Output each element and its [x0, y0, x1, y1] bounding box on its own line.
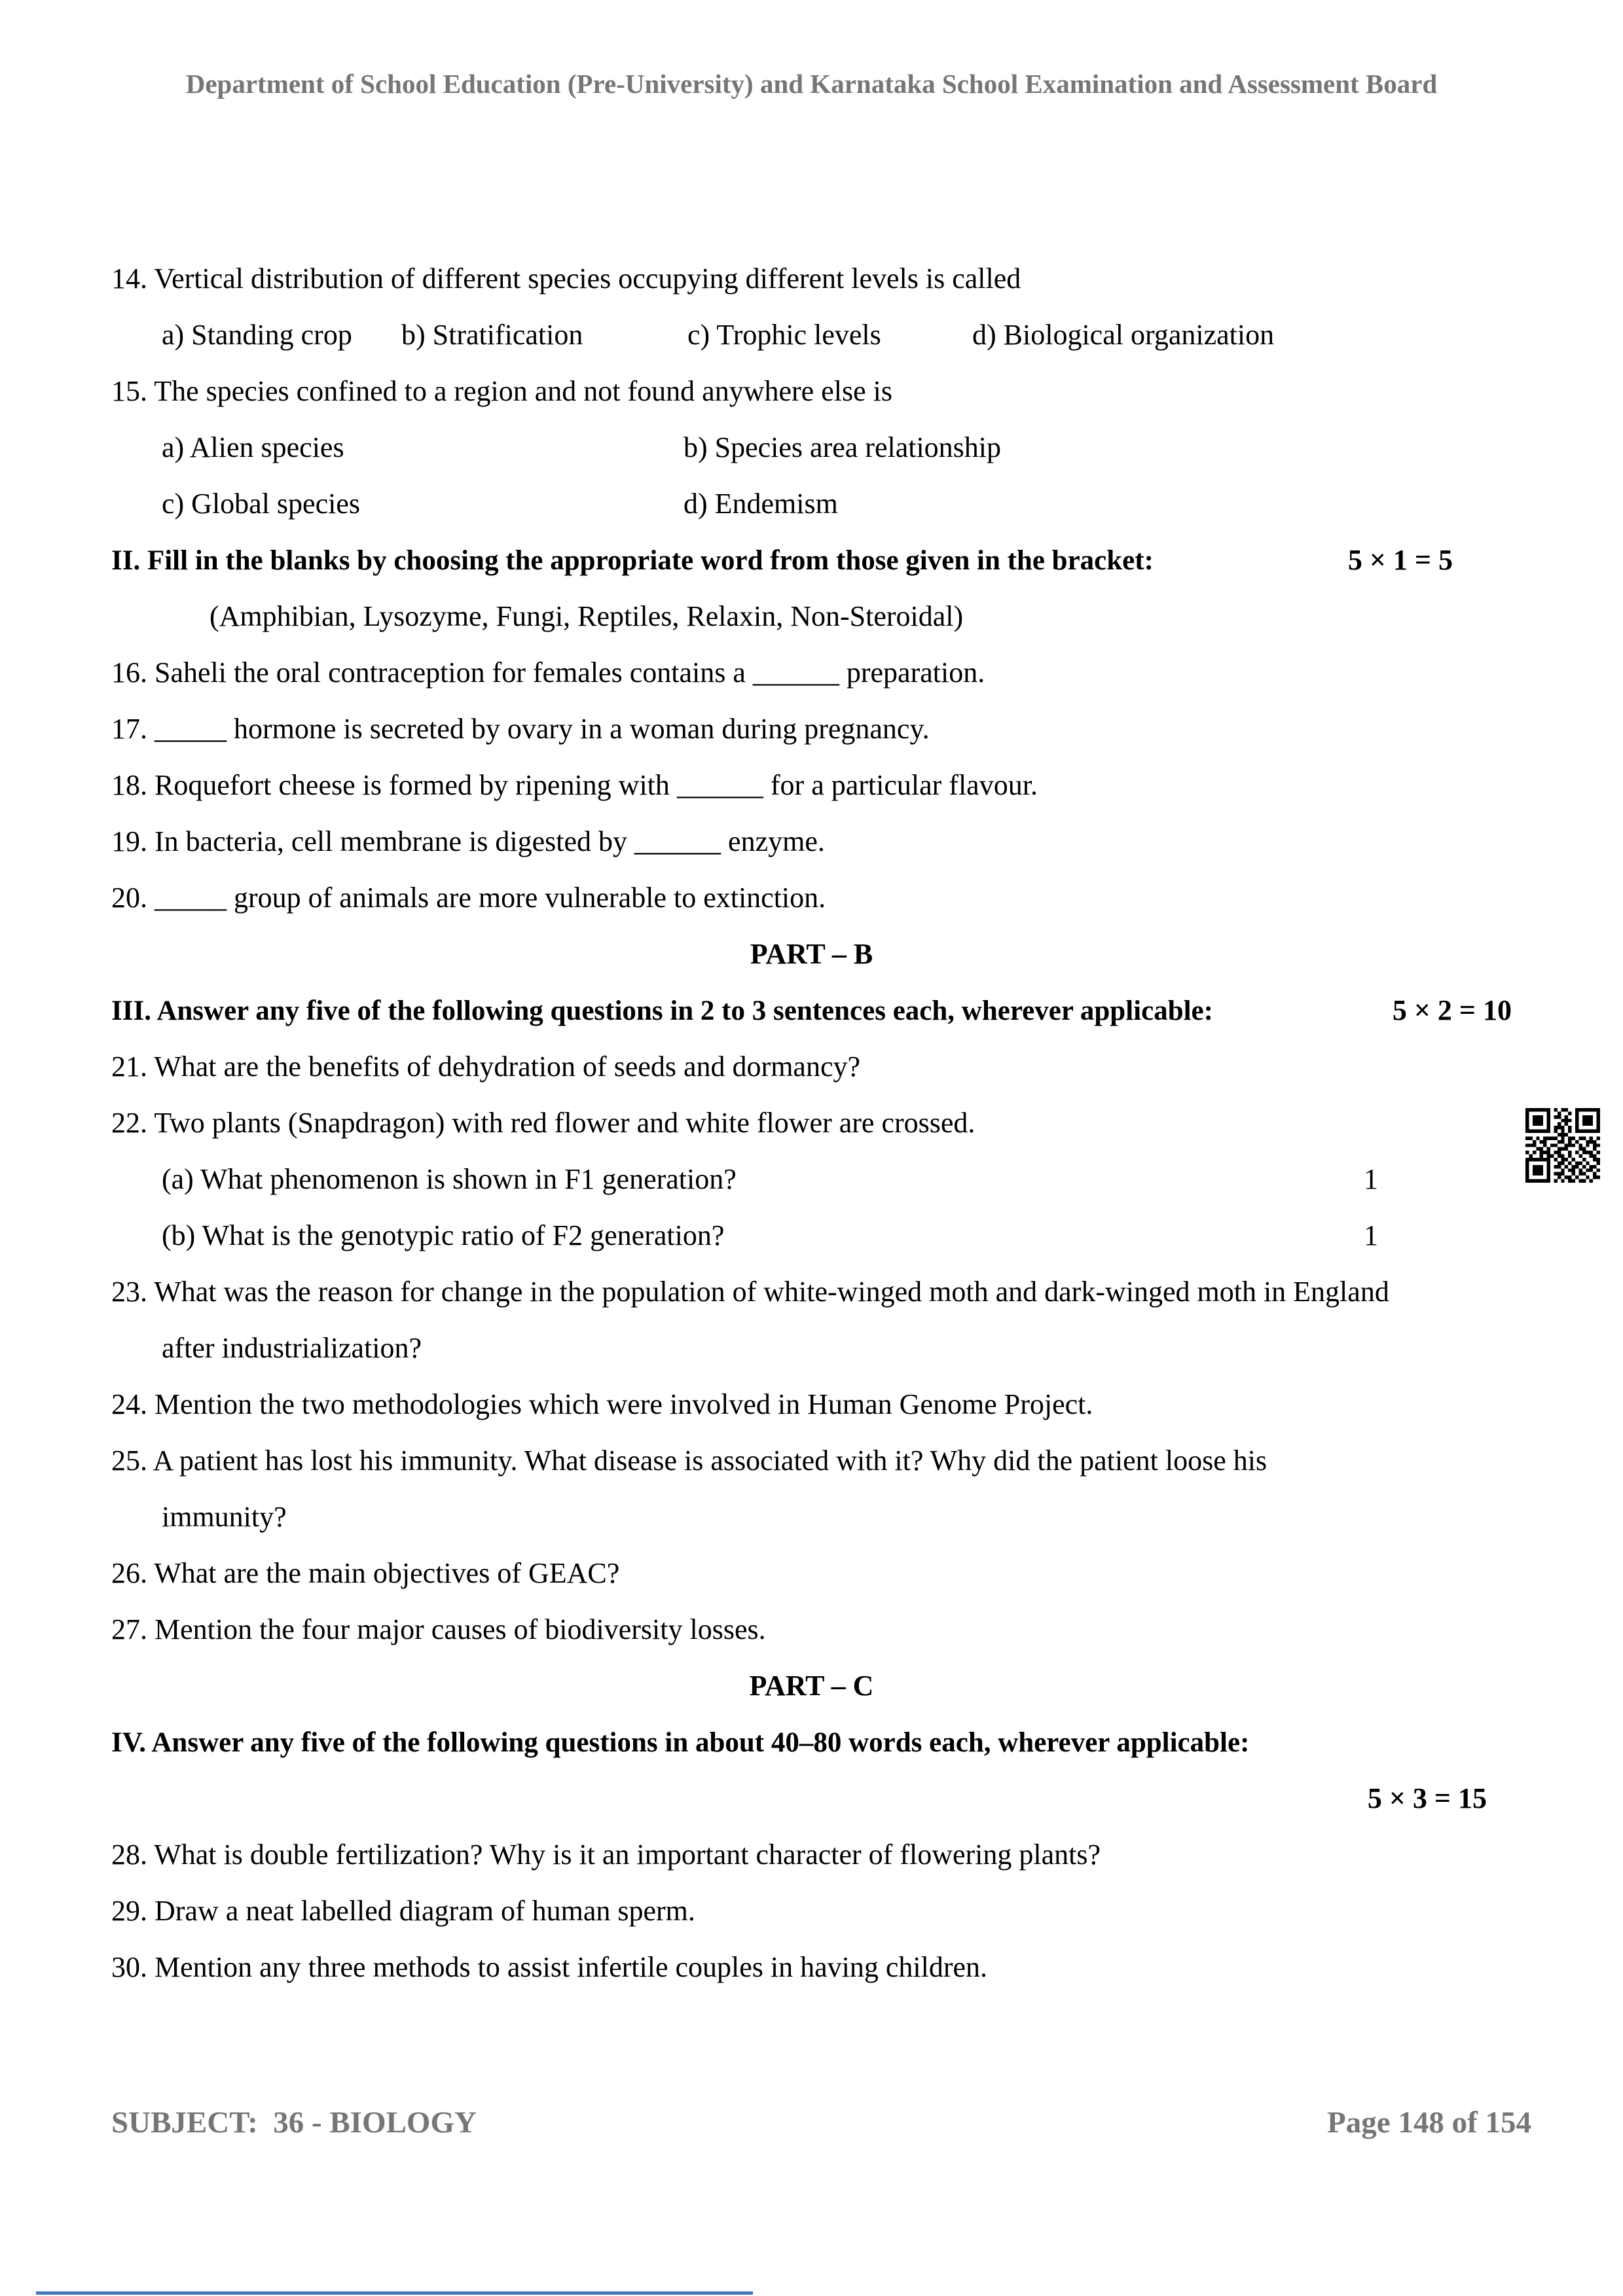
footer-page-number: Page 148 of 154 — [1327, 2106, 1531, 2140]
section-2-heading: II. Fill in the blanks by choosing the appropriate word from those given in the bracket: — [111, 545, 1154, 576]
section-4-heading-line — [111, 1725, 1512, 1760]
question-19: 19. In bacteria, cell membrane is digested by ______ enzyme. — [111, 825, 825, 857]
question-17: 17. _____ hormone is secreted by ovary in a woman during pregnancy. — [111, 713, 930, 745]
q22b-text: (b) What is the genotypic ratio of F2 generation? — [162, 1219, 725, 1251]
q22a-marks: 1 — [1364, 1163, 1378, 1195]
word-bank: (Amphibian, Lysozyme, Fungi, Reptiles, Relaxin, Non-Steroidal) — [210, 600, 964, 632]
question-24: 24. Mention the two methodologies which were involved in Human Genome Project. — [111, 1388, 1093, 1420]
section-4-marks: 5 × 3 = 15 — [1367, 1782, 1487, 1814]
question-27: 27. Mention the four major causes of biodiversity losses. — [111, 1613, 766, 1645]
footer-subject: SUBJECT: 36 - BIOLOGY — [111, 2106, 477, 2140]
q14-option-a: a) Standing crop — [162, 319, 352, 351]
question-15: 15. The species confined to a region and not found anywhere else is — [111, 375, 892, 407]
section-3-heading: III. Answer any five of the following questions in 2 to 3 sentences each, wherever applicable: — [111, 996, 1213, 1026]
question-25-line1: 25. A patient has lost his immunity. What disease is associated with it? Why did the patient loose his — [111, 1444, 1267, 1477]
question-23-line1: 23. What was the reason for change in the population of white-winged moth and dark-winged moth in England — [111, 1276, 1389, 1308]
question-21: 21. What are the benefits of dehydration of seeds and dormancy? — [111, 1050, 860, 1083]
q14-option-b: b) Stratification — [401, 319, 583, 351]
section-3-heading-line — [111, 994, 1512, 1028]
q15-option-c: c) Global species — [162, 488, 360, 520]
q15-option-b: b) Species area relationship — [684, 431, 1002, 463]
qr-code-icon — [1525, 1108, 1600, 1183]
qr-code-svg — [1525, 1108, 1600, 1183]
section-4-heading: IV. Answer any five of the following questions in about 40–80 words each, wherever applicable: — [111, 1727, 1250, 1758]
question-29: 29. Draw a neat labelled diagram of human sperm. — [111, 1895, 695, 1927]
q15-option-d: d) Endemism — [684, 488, 838, 520]
question-20: 20. _____ group of animals are more vulnerable to extinction. — [111, 882, 826, 914]
question-14: 14. Vertical distribution of different species occupying different levels is called — [111, 262, 1021, 295]
q14-option-c: c) Trophic levels — [687, 319, 881, 351]
q15-option-a: a) Alien species — [162, 431, 344, 463]
q22a-text: (a) What phenomenon is shown in F1 generation? — [162, 1163, 737, 1195]
part-c-title: PART – C — [749, 1670, 874, 1702]
section-3-marks: 5 × 2 = 10 — [1392, 994, 1512, 1026]
question-28: 28. What is double fertilization? Why is it an important character of flowering plants? — [111, 1839, 1101, 1871]
question-30: 30. Mention any three methods to assist infertile couples in having children. — [111, 1951, 988, 1983]
section-2-marks: 5 × 1 = 5 — [1347, 544, 1453, 576]
question-22: 22. Two plants (Snapdragon) with red flower and white flower are crossed. — [111, 1107, 976, 1139]
part-b-title: PART – B — [750, 938, 873, 970]
question-26: 26. What are the main objectives of GEAC? — [111, 1557, 620, 1589]
question-25-line2: immunity? — [162, 1501, 287, 1533]
q22b-marks: 1 — [1364, 1219, 1378, 1251]
question-16: 16. Saheli the oral contraception for females contains a ______ preparation. — [111, 656, 985, 689]
section-2-heading-line — [111, 543, 1512, 578]
question-18: 18. Roquefort cheese is formed by ripening with ______ for a particular flavour. — [111, 769, 1038, 801]
bottom-accent-line — [36, 2291, 753, 2295]
page-header-title: Department of School Education (Pre-University) and Karnataka School Examination and Assessment Board — [185, 69, 1438, 99]
q14-option-d: d) Biological organization — [972, 319, 1275, 351]
question-23-line2: after industrialization? — [162, 1332, 422, 1364]
